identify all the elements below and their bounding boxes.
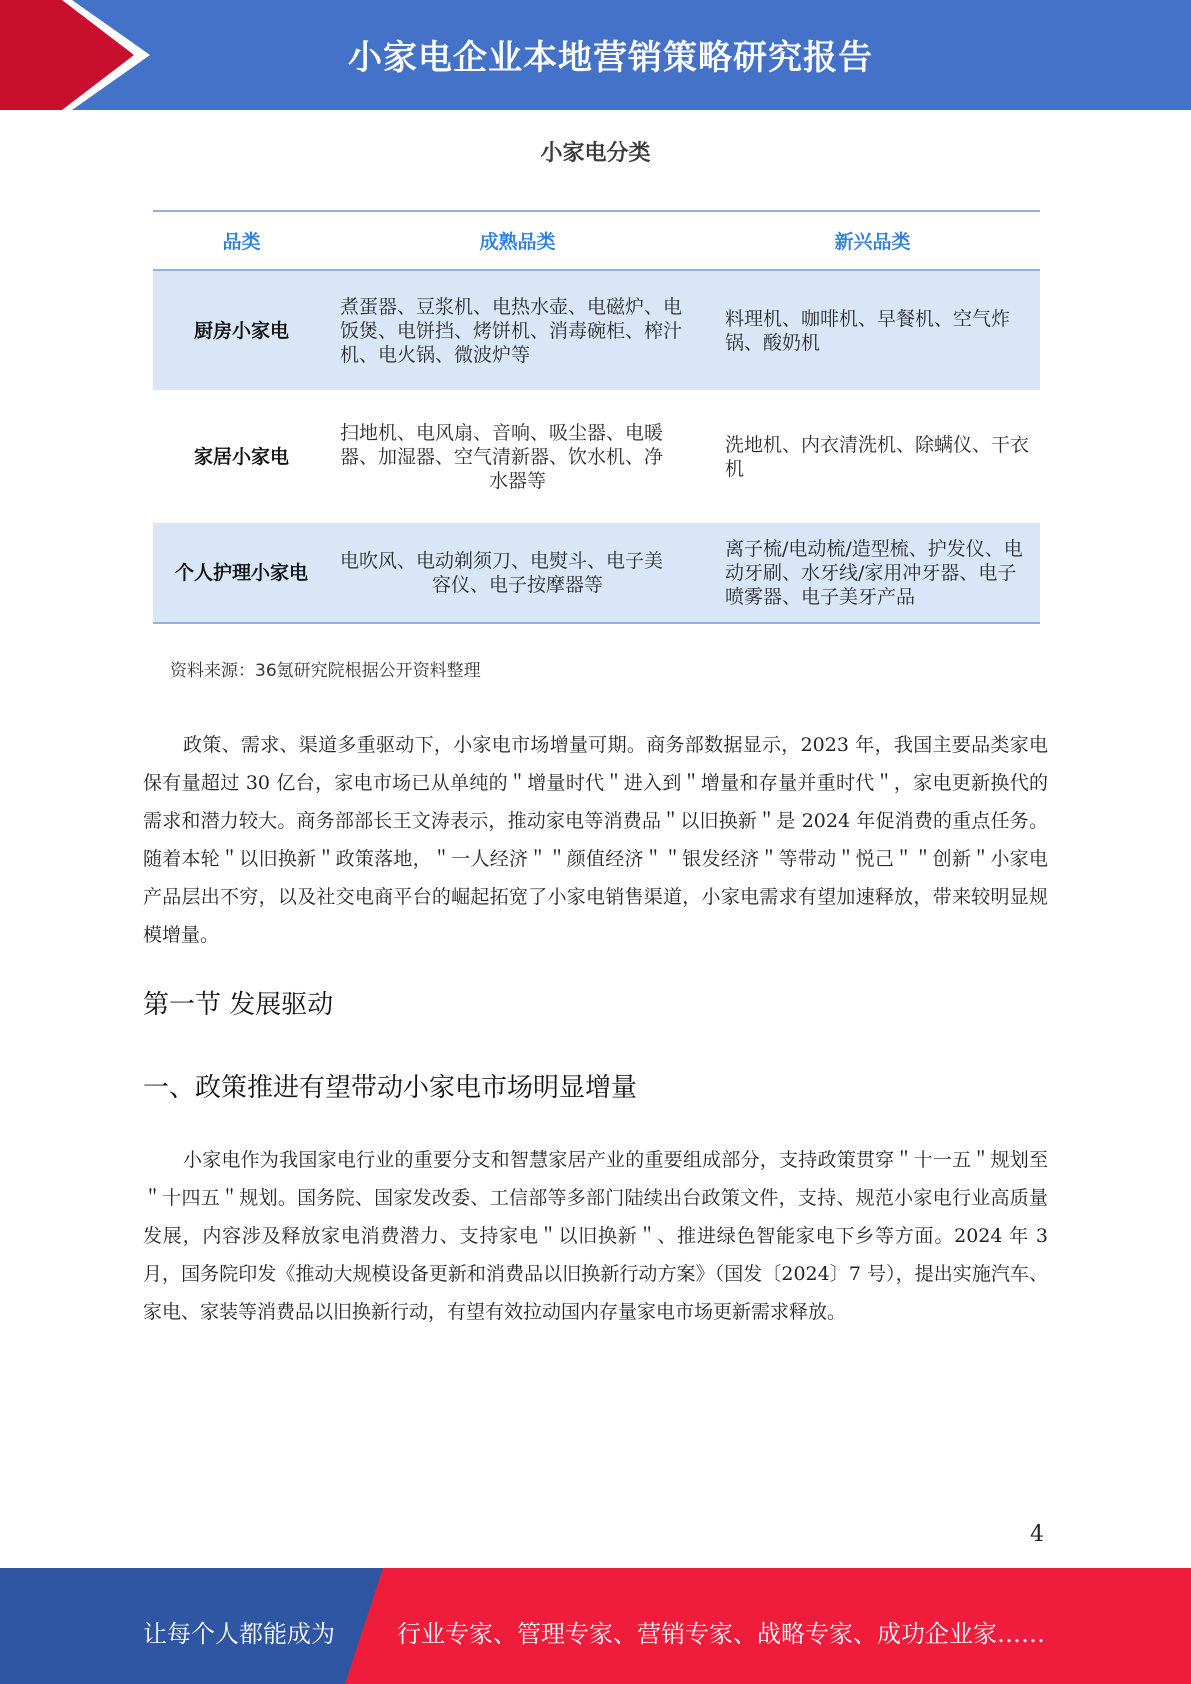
row-emerging: 料理机、咖啡机、早餐机、空气炸锅、酸奶机 (705, 270, 1040, 390)
table-header-row (153, 211, 1040, 270)
row-mature-tail: 水器等 (488, 469, 546, 492)
section-heading: 第一节 发展驱动 (143, 990, 334, 1020)
body-paragraph: 政策、需求、渠道多重驱动下，小家电市场增量可期。商务部数据显示，2023 年，我国主要品类家电保有量超过 30 亿台，家电市场已从单纯的＂增量时代＂进入到＂增量和存量并重时代＂，家电更新换代的需求和潜力较大。商务部部长王文涛表示，推动家电等消费品＂以旧换新＂是 2024 年促消费的重点任务。随着本轮＂以旧换新＂政策落地，＂一人经济＂＂颜值经济＂＂银发经济＂等带动＂悦己＂＂创新＂小家电产品层出不穷，以及社交电商平台的崛起拓宽了小家电销售渠道，小家电需求有望加速释放，带来较明显规模增量。 (143, 734, 1048, 946)
table-row (153, 270, 1040, 390)
report-title: 小家电企业本地营销策略研究报告 (348, 38, 873, 78)
table-source-note: 资料来源：36氪研究院根据公开资料整理 (170, 661, 481, 681)
row-category: 厨房小家电 (153, 270, 330, 390)
row-emerging: 离子梳/电动梳/造型梳、护发仪、电动牙刷、水牙线/家用冲牙器、电子喷雾器、电子美牙产品 (705, 523, 1040, 623)
row-mature (330, 390, 705, 523)
row-category: 个人护理小家电 (153, 523, 330, 623)
table-title: 小家电分类 (540, 141, 651, 166)
row-mature (330, 523, 705, 623)
table-row (153, 390, 1040, 523)
column-header-category: 品类 (153, 211, 330, 270)
row-mature: 煮蛋器、豆浆机、电热水壶、电磁炉、电饭煲、电饼挡、烤饼机、消毒碗柜、榨汁机、电火锅、微波炉等 (330, 270, 705, 390)
column-header-emerging: 新兴品类 (705, 211, 1040, 270)
row-emerging: 洗地机、内衣清洗机、除螨仪、干衣机 (725, 433, 1030, 480)
column-header-mature: 成熟品类 (330, 211, 705, 270)
footer-slogan-right: 行业专家、管理专家、营销专家、战略专家、成功企业家…… (397, 1620, 1045, 1648)
page-number: 4 (1030, 1522, 1044, 1547)
row-mature-tail: 容仪、电子按摩器等 (431, 573, 603, 596)
table-row (153, 523, 1040, 623)
row-category: 家居小家电 (193, 445, 289, 468)
body-paragraph: 小家电作为我国家电行业的重要分支和智慧家居产业的重要组成部分，支持政策贯穿＂十一五＂规划至＂十四五＂规划。国务院、国家发改委、工信部等多部门陆续出台政策文件，支持、规范小家电行业高质量发展，内容涉及释放家电消费潜力、支持家电＂以旧换新＂、推进绿色智能家电下乡等方面。2024 年 3 月，国务院印发《推动大规模设备更新和消费品以旧换新行动方案》（国发〔2024〕7 号），提出实施汽车、家电、家装等消费品以旧换新行动，有望有效拉动国内存量家电市场更新需求释放。 (143, 1149, 1048, 1323)
report-header (0, 0, 1191, 110)
row-mature-main: 电吹风、电动剃须刀、电熨斗、电子美 (340, 549, 664, 572)
subsection-heading: 一、政策推进有望带动小家电市场明显增量 (143, 1073, 638, 1103)
row-mature-main: 扫地机、电风扇、音响、吸尘器、电暖器、加湿器、空气清新器、饮水机、净 (340, 421, 664, 468)
page-footer (0, 1568, 1191, 1684)
footer-slogan-left: 让每个人都能成为 (143, 1620, 335, 1648)
category-table (153, 210, 1040, 624)
